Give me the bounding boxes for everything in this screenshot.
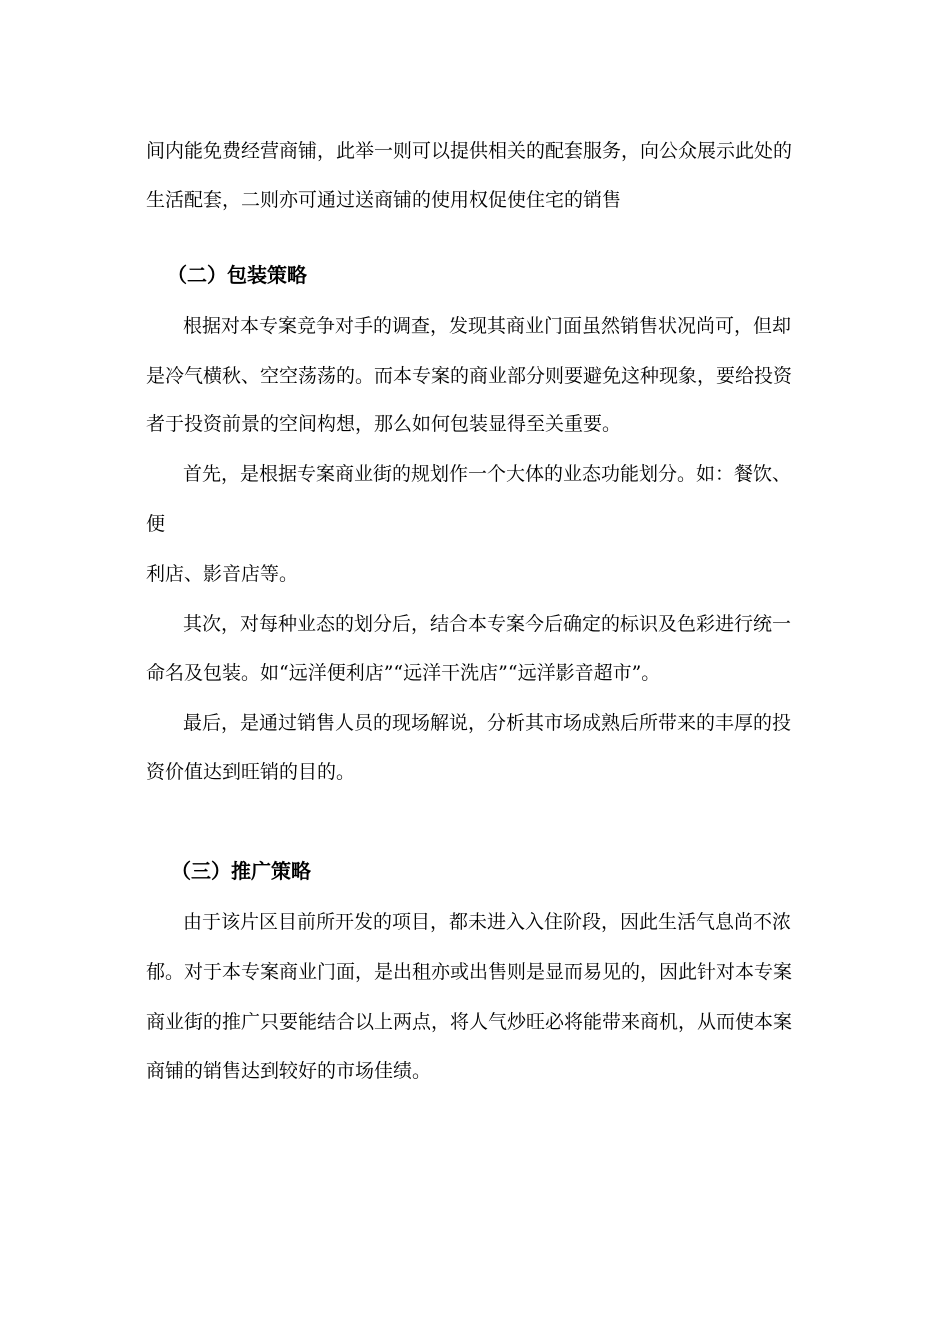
packaging-p3-line-1: 其次，对每种业态的划分后，结合本专案今后确定的标识及色彩进行统一	[183, 613, 792, 635]
packaging-p4-line-2: 资价值达到旺销的目的。	[146, 761, 356, 783]
packaging-p1-line-2: 是冷气横秋、空空荡荡的。而本专案的商业部分则要避免这种现象，要给投资	[146, 365, 793, 387]
packaging-p2-line-2: 便	[146, 513, 166, 535]
intro-line-1: 间内能免费经营商铺，此举一则可以提供相关的配套服务，向公众展示此处的	[146, 140, 793, 162]
section-heading-packaging: （二）包装策略	[167, 263, 307, 287]
promotion-p1-line-2: 郁。对于本专案商业门面，是出租亦或出售则是显而易见的，因此针对本专案	[146, 961, 793, 983]
promotion-p1-line-4: 商铺的销售达到较好的市场佳绩。	[146, 1060, 432, 1082]
intro-line-2: 生活配套，二则亦可通过送商铺的使用权促使住宅的销售	[146, 189, 622, 211]
section-heading-promotion: （三）推广策略	[171, 859, 311, 883]
packaging-p4-line-1: 最后，是通过销售人员的现场解说，分析其市场成熟后所带来的丰厚的投	[183, 712, 792, 734]
packaging-p2-line-3: 利店、影音店等。	[146, 563, 299, 585]
promotion-p1-line-3: 商业街的推广只要能结合以上两点，将人气炒旺必将能带来商机，从而使本案	[146, 1011, 793, 1033]
packaging-p1-line-3: 者于投资前景的空间构想，那么如何包装显得至关重要。	[146, 413, 622, 435]
packaging-p3-line-2: 命名及包装。如“远洋便利店”“远洋干洗店”“远洋影音超市”。	[146, 662, 661, 684]
packaging-p2-line-1: 首先，是根据专案商业街的规划作一个大体的业态功能划分。如：餐饮、	[183, 463, 792, 485]
promotion-p1-line-1: 由于该片区目前所开发的项目，都未进入入住阶段，因此生活气息尚不浓	[183, 911, 792, 933]
packaging-p1-line-1: 根据对本专案竞争对手的调查，发现其商业门面虽然销售状况尚可，但却	[183, 315, 792, 337]
